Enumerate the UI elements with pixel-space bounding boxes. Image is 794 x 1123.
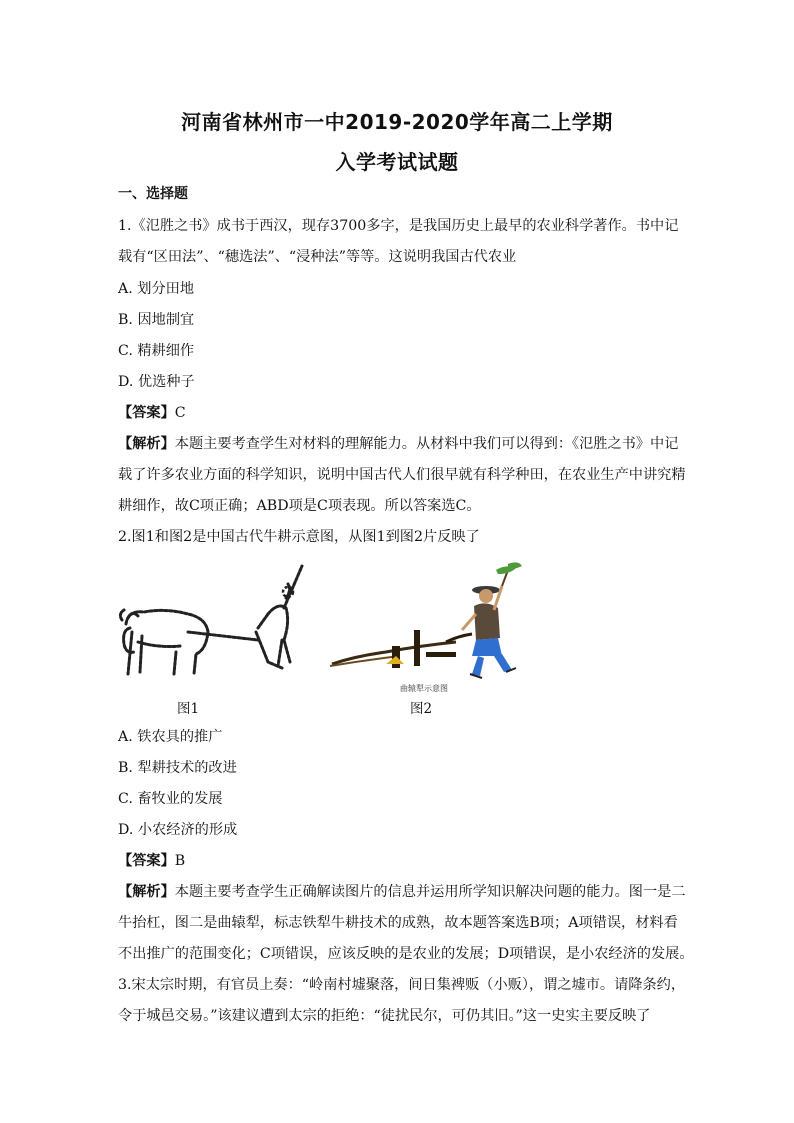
- q2-analysis-line2: 牛抬杠，图二是曲辕犁，标志铁犁牛耕技术的成熟，故本题答案选B项；A项错误，材料看: [118, 915, 678, 931]
- q2-answer: [118, 851, 678, 871]
- q2-analysis-line1: [118, 882, 686, 902]
- document-title: 河南省林州市一中2019-2020学年高二上学期: [181, 110, 613, 134]
- analysis-text: 本题主要考查学生正确解读图片的信息并运用所学知识解决问题的能力。图一是二: [174, 884, 686, 900]
- q1-analysis-line1: [118, 434, 678, 454]
- q1-answer: [118, 403, 678, 423]
- answer-label: 【答案】: [118, 405, 175, 421]
- q1-option-d: D. 优选种子: [118, 374, 195, 390]
- analysis-label: 【解析】: [118, 436, 175, 452]
- q2-analysis-line3: 不出推广的范围变化；C项错误，应该反映的是农业的发展；D项错误，是小农经济的发展。: [118, 946, 694, 962]
- answer-value: C: [174, 405, 186, 421]
- q1-stem-line2: 载有“区田法”、“穗选法”、“浸种法”等等。这说明我国古代农业: [118, 249, 517, 265]
- figure2-curved-shaft-plow-illustration: [326, 560, 526, 696]
- q2-option-c: C. 畜牧业的发展: [118, 791, 223, 807]
- q1-analysis-line3: 耕细作，故C项正确；ABD项是C项表现。所以答案选C。: [118, 498, 481, 514]
- figure1-caption: 图1: [177, 701, 200, 717]
- answer-label: 【答案】: [118, 853, 175, 869]
- q3-stem-line2: 令于城邑交易。”该建议遭到太宗的拒绝：“徒扰民尔，可仍其旧。”这一史实主要反映了: [118, 1008, 651, 1024]
- section-heading: 一、选择题: [118, 186, 188, 202]
- figure2-caption: 图2: [410, 701, 433, 717]
- q1-option-a: A. 划分田地: [118, 281, 195, 297]
- q1-stem-line1: 1.《氾胜之书》成书于西汉，现存3700多字，是我国历史上最早的农业科学著作。书中记: [118, 218, 679, 234]
- q2-option-a: A. 铁农具的推广: [118, 729, 223, 745]
- q2-option-d: D. 小农经济的形成: [118, 822, 238, 838]
- q1-option-c: C. 精耕细作: [118, 343, 195, 359]
- analysis-label: 【解析】: [118, 884, 175, 900]
- figure1-ox-plowing-sketch: [118, 562, 308, 687]
- q1-analysis-line2: 载了许多农业方面的科学知识，说明中国古代人们很早就有科学种田，在农业生产中讲究精: [118, 467, 686, 483]
- q3-stem-line1: 3.宋太宗时期，有官员上奏：“岭南村墟聚落，间日集裨贩（小贩），谓之墟市。请降条约，: [118, 977, 686, 993]
- q1-option-b: B. 因地制宜: [118, 312, 195, 328]
- document-subtitle: 入学考试试题: [335, 150, 459, 174]
- analysis-text: 本题主要考查学生对材料的理解能力。从材料中我们可以得到：《氾胜之书》中记: [174, 436, 679, 452]
- q2-stem: 2.图1和图2是中国古代牛耕示意图，从图1到图2片反映了: [118, 529, 480, 545]
- figure2-inner-caption: 曲辕犁示意图: [400, 684, 448, 693]
- q2-option-b: B. 犁耕技术的改进: [118, 760, 237, 776]
- answer-value: B: [174, 853, 186, 869]
